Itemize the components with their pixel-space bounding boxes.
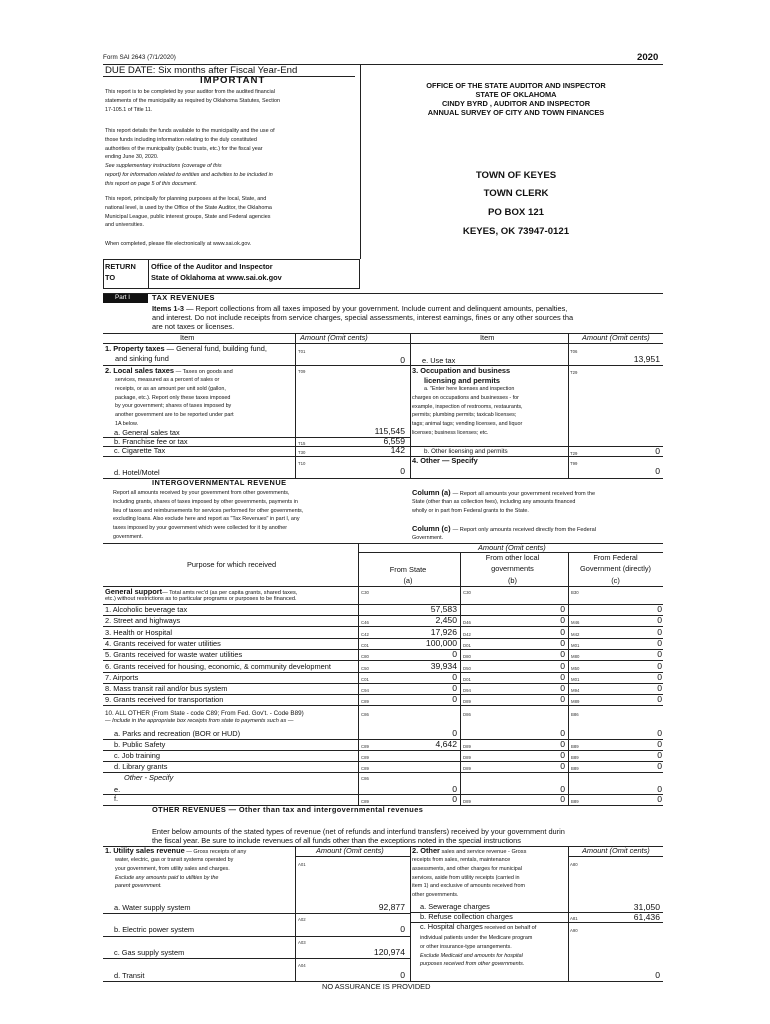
all-other-label: 10. ALL OTHER (From State - code C89; From Fed. Gov't. - Code B89) bbox=[105, 710, 304, 717]
rule-c bbox=[103, 456, 410, 457]
sewerage-value: 31,050 bbox=[633, 902, 660, 912]
other-amount-head: Amount (Omit cents) bbox=[582, 846, 650, 855]
igr-row-label: d. Library grants bbox=[114, 762, 168, 772]
rule-electric bbox=[103, 936, 410, 937]
part-tab bbox=[103, 293, 148, 303]
igr-row-code-b: D89 bbox=[463, 766, 471, 772]
igr-row-code-b: D01 bbox=[463, 676, 471, 682]
igr-row-code-c: M89 bbox=[571, 699, 580, 705]
igr-row-local: 0 bbox=[560, 637, 565, 648]
igr-row-code-b: D42 bbox=[463, 631, 471, 637]
occupation-code: T29 bbox=[570, 370, 578, 375]
address-line-1: TOWN OF KEYES bbox=[475, 170, 557, 181]
igr-row-local: 0 bbox=[560, 615, 565, 626]
property-tax-label: 1. Property taxes — General fund, building fund, bbox=[105, 344, 267, 353]
use-tax-code: T06 bbox=[570, 349, 578, 354]
igr-row-state: 0 bbox=[452, 671, 457, 682]
other-amount-rule bbox=[568, 856, 663, 857]
igr-row-code-b: D89 bbox=[463, 699, 471, 705]
all-other-code-a: C86 bbox=[361, 712, 369, 717]
water-value: 92,877 bbox=[378, 902, 405, 912]
transit-code: A04 bbox=[298, 963, 306, 968]
sewerage-label: a. Sewerage charges bbox=[420, 902, 490, 911]
igr-row-local: 0 bbox=[560, 683, 565, 694]
return-line-2: State of Oklahoma at www.sai.ok.gov bbox=[151, 273, 282, 282]
igr-row-code-b: D94 bbox=[463, 688, 471, 694]
row-e-a: 0 bbox=[452, 784, 457, 794]
franchise-code: T15 bbox=[298, 441, 306, 446]
electric-code: A02 bbox=[298, 917, 306, 922]
igr-row-code-b: D89 bbox=[463, 755, 471, 761]
igr-row-code-c: B89 bbox=[571, 766, 579, 772]
other-sales-desc: receipts from sales, rentals, maintenance assessments, and other charges for municipal services, aside from utility receipts (carried in item 1) and exclusive of amounts received from other governments. bbox=[412, 857, 525, 899]
header-rule-2 bbox=[103, 76, 355, 77]
other-specify-code: C86 bbox=[361, 776, 369, 781]
igr-row-state: 39,934 bbox=[430, 660, 457, 671]
occupation-desc: a. "Enter here licenses and inspection charges on occupations and businesses - for example, inspection of restrooms, restaurants, permits; plumbing permits; taxicab licenses; tags; animal tags; vending licenses, and liquor licenses; business licenses; etc. bbox=[412, 386, 523, 436]
electric-label: b. Electric power system bbox=[114, 925, 195, 934]
igr-row-code-c: B89 bbox=[571, 744, 579, 750]
igr-row-code-c: B89 bbox=[571, 755, 579, 761]
igr-row-code-a: C89 bbox=[361, 766, 369, 772]
hospital-desc: individual patients under the Medicare program or other insurance-type arrangements. Exclude Medicaid and amounts for hospital purposes received from other governments. bbox=[420, 935, 533, 968]
other-tax-value: 0 bbox=[655, 466, 660, 476]
return-divider bbox=[148, 259, 149, 289]
utility-label: 1. Utility sales revenue — Gross receipts of any bbox=[105, 846, 247, 855]
occupation-label: 3. Occupation and business bbox=[412, 366, 511, 375]
transit-value: 0 bbox=[400, 970, 405, 980]
general-sales-value: 115,545 bbox=[374, 426, 405, 436]
igr-row-code-c: M50 bbox=[571, 665, 580, 671]
all-other-code-c: B86 bbox=[571, 712, 579, 717]
other-tax-code: T99 bbox=[570, 461, 578, 466]
igr-row-code-b: D80 bbox=[463, 654, 471, 660]
col-item-head: Item bbox=[180, 333, 195, 342]
igr-row-local: 0 bbox=[560, 761, 565, 772]
property-tax-code: T01 bbox=[298, 349, 306, 354]
row-e-c: 0 bbox=[657, 784, 662, 794]
igr-row-state: 0 bbox=[452, 649, 457, 660]
igr-row-state: 17,926 bbox=[430, 626, 457, 637]
other-licensing-label: b. Other licensing and permits bbox=[424, 448, 508, 455]
from-local-head-2: governments bbox=[491, 564, 534, 573]
refuse-label: b. Refuse collection charges bbox=[420, 912, 513, 921]
igr-div-2 bbox=[460, 552, 461, 805]
igr-row-code-a: C01 bbox=[361, 676, 369, 682]
hospital-label: c. Hospital charges received on behalf of bbox=[420, 922, 537, 931]
col-amount-head: Amount (Omit cents) bbox=[300, 333, 368, 342]
column-a-desc: Column (a) — Report all amounts your government received from the bbox=[412, 488, 596, 497]
from-local-head: From other local bbox=[485, 553, 540, 562]
igr-row-code-b: D46 bbox=[463, 620, 471, 626]
other-licensing-value: 0 bbox=[655, 446, 660, 456]
utility-amount-head: Amount (Omit cents) bbox=[316, 846, 384, 855]
part1-div-1 bbox=[295, 333, 296, 479]
return-line-1: Office of the Auditor and Inspector bbox=[151, 262, 273, 271]
orev-div-1 bbox=[295, 846, 296, 982]
igr-row-local: 0 bbox=[560, 660, 565, 671]
igr-row-code-a: C89 bbox=[361, 699, 369, 705]
general-support-desc: etc.) without restrictions as to particular programs or purposes to be financed. bbox=[105, 596, 297, 602]
important-heading: IMPORTANT bbox=[200, 75, 266, 86]
other-sales-label: 2. Other sales and service revenue - Gross bbox=[412, 846, 527, 855]
local-sales-desc: services, measured as a percent of sales or receipts, or as an amount per unit sold (gallon, package, etc.). Report only these taxes imposed by your government; shares of taxes imposed by another government are to be reported under part 1A below. bbox=[115, 377, 234, 427]
igr-row-label: 6. Grants received for housing, economic, & community development bbox=[105, 661, 331, 671]
igr-row-label: 5. Grants received for waste water utilities bbox=[105, 650, 243, 660]
return-label: RETURN bbox=[105, 262, 136, 271]
use-tax-value: 13,951 bbox=[633, 354, 660, 364]
igr-row-federal: 0 bbox=[657, 761, 662, 772]
general-support-label: General support— Total amts rec'd (as per capita grants, shared taxes, bbox=[105, 587, 298, 596]
igr-row-federal: 0 bbox=[657, 626, 662, 637]
gas-label: c. Gas supply system bbox=[114, 948, 185, 957]
due-date: DUE DATE: Six months after Fiscal Year-End bbox=[105, 65, 298, 76]
igr-div-1 bbox=[358, 543, 359, 805]
intro-paragraph-4: When completed, please file electronically at www.sai.ok.gov. bbox=[105, 241, 252, 247]
igr-row-code-b: D50 bbox=[463, 665, 471, 671]
igr-row-label: 8. Mass transit rail and/or bus system bbox=[105, 684, 228, 694]
igr-row-label: b. Public Safety bbox=[114, 740, 166, 750]
column-c-desc: Column (c) — Report only amounts received directly from the Federal bbox=[412, 524, 596, 533]
gs-code-a: C30 bbox=[361, 590, 369, 595]
column-a-desc-more: State (other than as collection fees), including any amounts financed wholly or in part from Federal grants to the State. bbox=[412, 499, 576, 514]
refuse-code: A81 bbox=[570, 916, 578, 921]
gas-value: 120,974 bbox=[373, 947, 405, 957]
row-f-code-b: D89 bbox=[463, 799, 471, 804]
igr-description: Report all amounts received by your government from other governments, including grants, shares of taxes imposed by other governments, payments in lieu of taxes and reimbursements for services performed for other governments, excluding loans. Also exclude here and report as "Tax Revenues" in part I, any taxes imposed by your government which were collected for it by another government. bbox=[113, 490, 304, 540]
gas-code: A03 bbox=[298, 940, 306, 945]
row-f-c: 0 bbox=[657, 794, 662, 804]
footer-note: NO ASSURANCE IS PROVIDED bbox=[322, 982, 431, 991]
rule-gas bbox=[103, 958, 410, 959]
general-sales-label: a. General sales tax bbox=[114, 428, 180, 437]
other-sales-code: A80 bbox=[570, 862, 578, 867]
igr-row-label: 7. Airports bbox=[105, 672, 139, 682]
igr-row-code-c: M01 bbox=[571, 676, 580, 682]
property-tax-label-2: and sinking fund bbox=[115, 354, 169, 363]
igr-row-local: 0 bbox=[560, 626, 565, 637]
igr-row-state: 0 bbox=[452, 694, 457, 705]
hospital-value: 0 bbox=[655, 970, 660, 980]
hospital-code: A90 bbox=[570, 928, 578, 933]
igr-row-label: 1. Alcoholic beverage tax bbox=[105, 605, 188, 614]
igr-row-code-a: C80 bbox=[361, 654, 369, 660]
from-local-letter: (b) bbox=[507, 576, 518, 585]
igr-row-local: 0 bbox=[560, 649, 565, 660]
igr-row-state: 0 bbox=[452, 683, 457, 694]
cigarette-value: 142 bbox=[390, 445, 405, 455]
form-year: 2020 bbox=[637, 52, 659, 63]
igr-row-federal: 0 bbox=[657, 671, 662, 682]
igr-row-local: 0 bbox=[560, 750, 565, 761]
igr-row-code-c: M01 bbox=[571, 642, 580, 648]
igr-title: INTERGOVERNMENTAL REVENUE bbox=[152, 478, 287, 487]
occupation-label-2: licensing and permits bbox=[424, 376, 500, 385]
gs-code-c: B30 bbox=[571, 590, 579, 595]
hotel-label: d. Hotel/Motel bbox=[114, 468, 160, 477]
franchise-value: 6,559 bbox=[383, 436, 405, 446]
from-fed-letter: (c) bbox=[611, 576, 620, 585]
cigarette-code: T30 bbox=[298, 450, 306, 455]
items-desc-2: and interest. Do not include receipts from service charges, special assessments, interest earnings, fines or any other sources tha bbox=[152, 313, 574, 322]
hotel-value: 0 bbox=[400, 466, 405, 476]
igr-row-code-c: M46 bbox=[571, 620, 580, 626]
part-tab-label: Part I bbox=[115, 294, 131, 301]
row-f-b: 0 bbox=[560, 794, 565, 804]
purpose-head: Purpose for which received bbox=[187, 560, 277, 569]
gs-code-b: C30 bbox=[463, 590, 471, 595]
row-f-code-a: C89 bbox=[361, 799, 369, 804]
from-state-letter: (a) bbox=[403, 576, 413, 585]
row-f-a: 0 bbox=[452, 794, 457, 804]
other-licensing-code: T29 bbox=[570, 451, 578, 456]
igr-row-federal: 0 bbox=[657, 615, 662, 626]
igr-row-code-a: C42 bbox=[361, 631, 369, 637]
igr-row-code-a: C46 bbox=[361, 620, 369, 626]
from-fed-head: From Federal bbox=[593, 553, 638, 562]
items-desc-3: are not taxes or licenses. bbox=[152, 322, 235, 331]
part1-div-2 bbox=[410, 333, 411, 479]
utility-desc: water, electric, gas or transit systems operated by your government, from utility sales and charges. Exclude any amounts paid to utilities by the parent government. bbox=[115, 857, 234, 890]
row-f-code-c: B89 bbox=[571, 799, 579, 804]
other-specify-label: Other - Specify bbox=[124, 773, 174, 782]
franchise-label: b. Franchise fee or tax bbox=[114, 437, 188, 446]
igr-row-label: c. Job training bbox=[114, 751, 161, 761]
other-rev-intro-2: the fiscal year. Be sure to include revenues of all funds other than the exceptions noted in the special instructions bbox=[152, 836, 521, 845]
orev-div-2 bbox=[410, 846, 411, 982]
intro-paragraph-1: This report is to be completed by your auditor from the audited financial statements of the municipality as required by Oklahoma Statutes, Section 17-105.1 of Title 11. bbox=[105, 89, 280, 113]
igr-row-code-c: M94 bbox=[571, 688, 580, 694]
col-item-head-right: Item bbox=[480, 333, 495, 342]
all-other-sub: — Include in the appropriate box receipts from state to payments such as — bbox=[105, 718, 294, 724]
local-sales-label: 2. Local sales taxes — Taxes on goods and bbox=[105, 366, 233, 375]
local-sales-code: T09 bbox=[298, 369, 306, 374]
cigarette-label: c. Cigarette Tax bbox=[114, 446, 166, 455]
igr-row-local: 0 bbox=[560, 671, 565, 682]
refuse-value: 61,436 bbox=[633, 912, 660, 922]
igr-row-local: 0 bbox=[560, 694, 565, 705]
igr-row-code-a: C50 bbox=[361, 665, 369, 671]
office-line-2: STATE OF OKLAHOMA bbox=[475, 90, 557, 99]
office-line-4: ANNUAL SURVEY OF CITY AND TOWN FINANCES bbox=[427, 108, 605, 117]
water-label: a. Water supply system bbox=[114, 903, 191, 912]
office-line-3: CINDY BYRD , AUDITOR AND INSPECTOR bbox=[441, 99, 591, 108]
igr-row-rule bbox=[103, 705, 663, 706]
igr-row-federal: 0 bbox=[657, 660, 662, 671]
igr-row-rule bbox=[103, 772, 663, 773]
igr-row-label: 9. Grants received for transportation bbox=[105, 695, 224, 705]
igr-row-label: 2. Street and highways bbox=[105, 616, 181, 626]
other-rev-intro-1: Enter below amounts of the stated types of revenue (net of refunds and interfund transfers) received by your government durin bbox=[152, 827, 565, 836]
igr-row-local: 0 bbox=[560, 728, 565, 738]
igr-row-code-b: D89 bbox=[463, 744, 471, 750]
to-label: TO bbox=[105, 273, 116, 282]
tax-revenues-title: TAX REVENUES bbox=[152, 293, 215, 302]
igr-row-federal: 0 bbox=[657, 750, 662, 761]
intro-paragraph-3: This report, principally for planning purposes at the local, State, and national level, is used by the Office of the State Auditor, the Oklahoma Municipal League, public interest groups, State and Federal agencies and universities. bbox=[105, 196, 272, 229]
other-tax-label: 4. Other — Specify bbox=[412, 456, 478, 465]
igr-row-federal: 0 bbox=[657, 637, 662, 648]
rule-water bbox=[103, 913, 410, 914]
from-state-head: From State bbox=[389, 565, 427, 574]
intro-paragraph-2: This report details the funds available to the municipality and the use of those funds including information relating to the duly constituted authorities of the municipality (public trusts, etc.) for the fiscal year ending June 30, 2020. See supplementary instructions (coverage of this report) for information related to entities and activities to be included in this report on page 5 of this document. bbox=[105, 128, 275, 187]
column-c-desc-2: Government. bbox=[412, 535, 444, 541]
row-f-label: f. bbox=[114, 794, 119, 803]
other-revenues-title: OTHER REVENUES — Other than tax and intergovernmental revenues bbox=[152, 805, 424, 814]
igr-row-state: 100,000 bbox=[425, 637, 457, 648]
igr-row-state: 2,450 bbox=[435, 615, 457, 626]
igr-head-top bbox=[103, 543, 663, 544]
igr-row-local: 0 bbox=[560, 739, 565, 750]
igr-row-label: 3. Health or Hospital bbox=[105, 627, 172, 637]
address-line-2: TOWN CLERK bbox=[483, 188, 549, 199]
igr-row-label: a. Parks and recreation (BOR or HUD) bbox=[114, 729, 241, 738]
igr-row-federal: 0 bbox=[657, 739, 662, 750]
from-fed-head-2: Government (directly) bbox=[579, 564, 652, 573]
items-desc-1: Items 1-3 — Report collections from all taxes imposed by your government. Include current and delinquent amounts, penalties, bbox=[152, 304, 568, 313]
header-divider bbox=[360, 64, 361, 259]
form-number: Form SAI 2643 (7/1/2020) bbox=[103, 54, 176, 61]
use-tax-label: e. Use tax bbox=[422, 356, 456, 365]
igr-row-code-a: C94 bbox=[361, 688, 369, 694]
igr-div-3 bbox=[568, 552, 569, 805]
row-e-b: 0 bbox=[560, 784, 565, 794]
igr-row-federal: 0 bbox=[657, 649, 662, 660]
igr-row-code-a: C89 bbox=[361, 744, 369, 750]
row-e-label: e. bbox=[114, 785, 121, 794]
igr-row-state: 4,642 bbox=[435, 739, 457, 750]
hotel-code: T10 bbox=[298, 461, 306, 466]
office-line-1: OFFICE OF THE STATE AUDITOR AND INSPECTOR bbox=[426, 81, 606, 90]
igr-row-code-c: M42 bbox=[571, 631, 580, 637]
igr-row-code-a: C89 bbox=[361, 755, 369, 761]
utility-code: A01 bbox=[298, 862, 306, 867]
igr-row-federal: 0 bbox=[657, 604, 662, 614]
transit-label: d. Transit bbox=[114, 971, 145, 980]
address-line-3: PO BOX 121 bbox=[488, 207, 544, 218]
igr-row-state: 0 bbox=[452, 728, 457, 738]
electric-value: 0 bbox=[400, 924, 405, 934]
igr-row-federal: 0 bbox=[657, 683, 662, 694]
address-line-4: KEYES, OK 73947-0121 bbox=[462, 226, 570, 237]
igr-row-state: 57,583 bbox=[430, 604, 457, 614]
igr-row-label: 4. Grants received for water utilities bbox=[105, 638, 221, 648]
igr-row-code-a: C01 bbox=[361, 642, 369, 648]
igr-row-federal: 0 bbox=[657, 728, 662, 738]
col-amount-head-right: Amount (Omit cents) bbox=[582, 333, 650, 342]
igr-row-code-b: D01 bbox=[463, 642, 471, 648]
igr-row-code-c: M80 bbox=[571, 654, 580, 660]
all-other-code-b: D86 bbox=[463, 712, 471, 717]
igr-amount-head: Amount (Omit cents) bbox=[478, 543, 546, 552]
igr-row-federal: 0 bbox=[657, 694, 662, 705]
igr-row-local: 0 bbox=[560, 604, 565, 614]
util-amount-rule bbox=[295, 856, 410, 857]
property-tax-value: 0 bbox=[400, 355, 405, 365]
